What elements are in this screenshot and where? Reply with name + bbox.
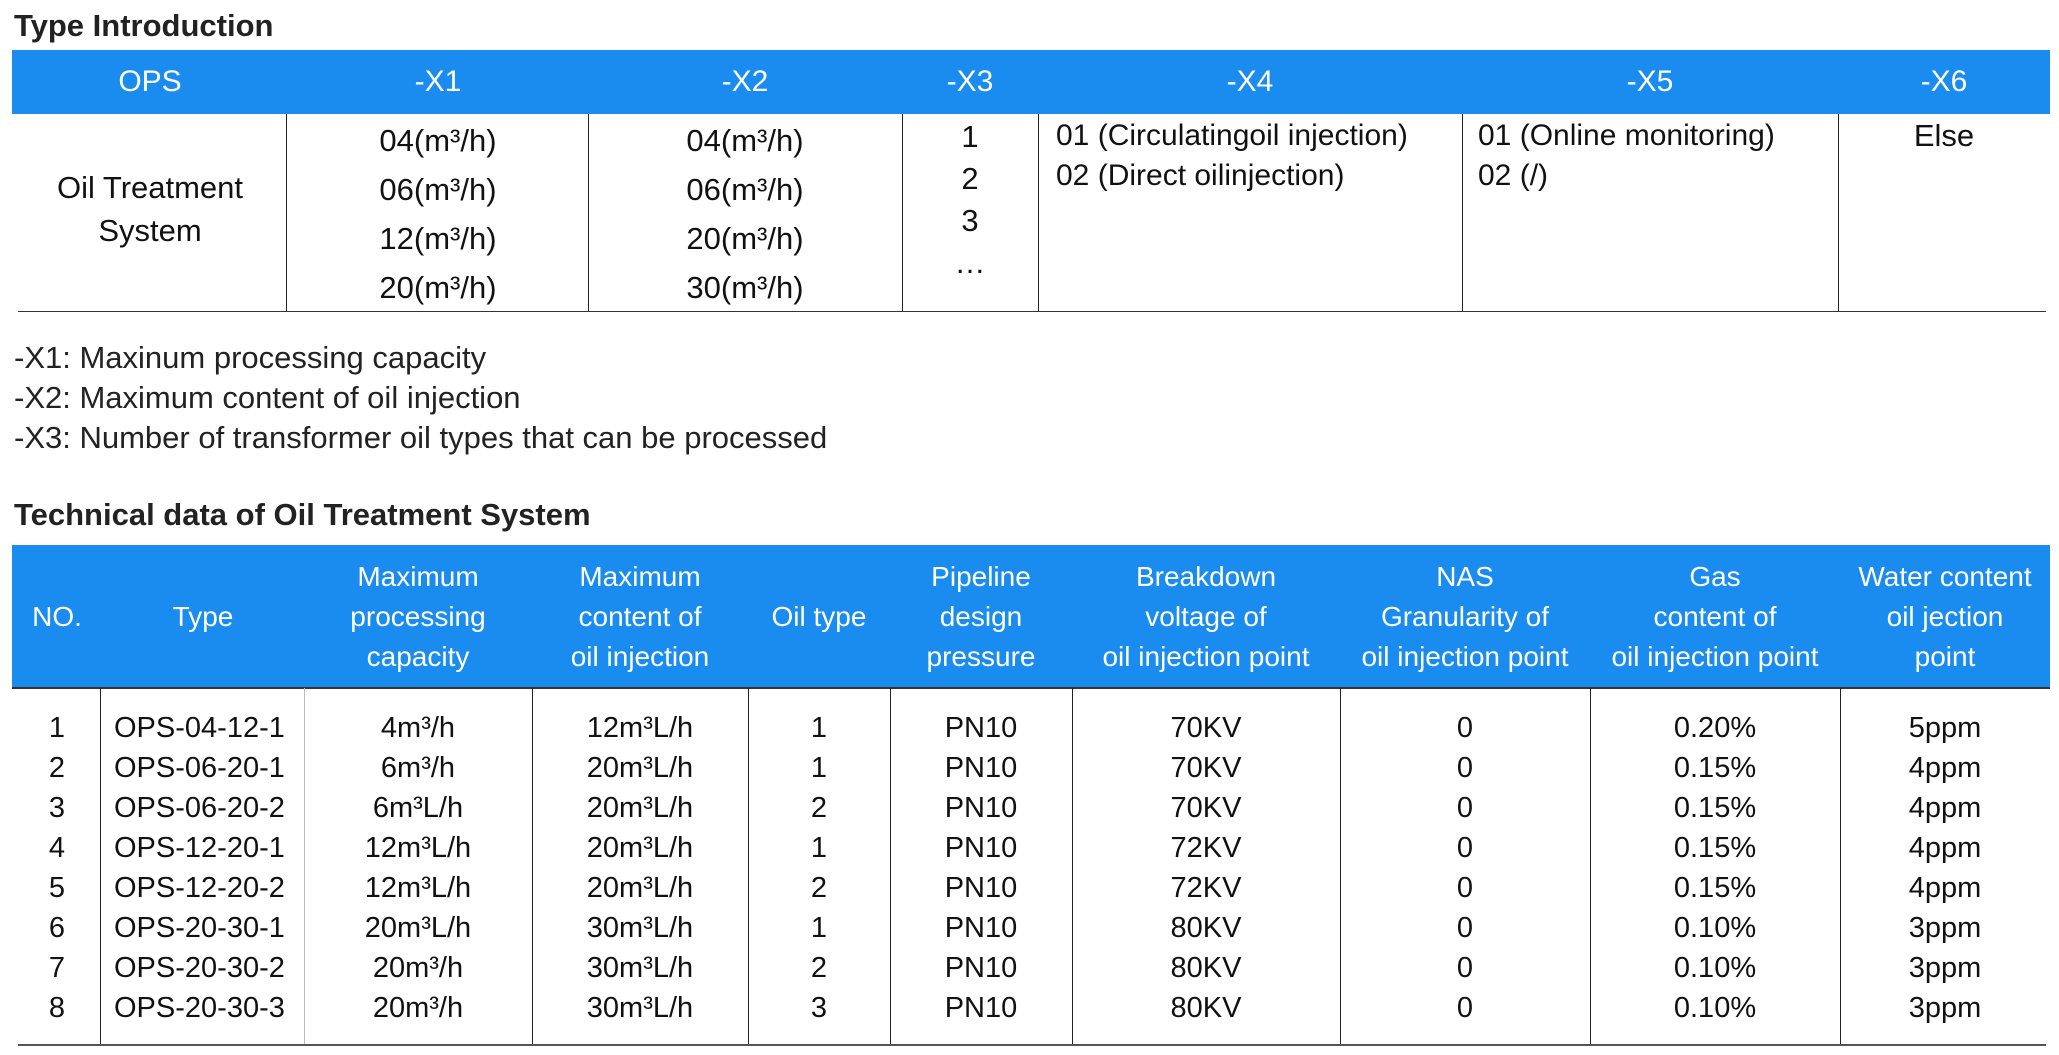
table-cell: 3 [810,992,828,1024]
tech-col-header-line: NAS [1436,560,1494,592]
table-cell: 0.10% [1673,912,1757,944]
table-cell: PN10 [944,792,1018,824]
type-intro-ops-cell [12,166,288,252]
table-cell: 80KV [1170,992,1242,1024]
tech-col-header-line: oil injection point [1102,640,1310,672]
table-cell: 70KV [1170,792,1242,824]
table-cell: PN10 [944,912,1018,944]
tech-col-header-line: Pipeline [931,560,1031,592]
table-cell: 1 [810,752,828,784]
x4-option: 02 (Direct oilinjection) [1056,159,1345,192]
tech-col-header [304,545,532,688]
table-cell: 0 [1456,832,1474,864]
x1-value: 12(m³/h) [379,221,497,256]
tech-col-header-line: point [1914,640,1976,672]
table-cell: 72KV [1170,872,1242,904]
table-cell: 0 [1456,912,1474,944]
table-cell: 0.10% [1673,992,1757,1024]
table-cell: 4ppm [1908,832,1982,864]
table-cell: 2 [810,872,828,904]
table-cell: 1 [48,712,66,744]
table-cell: 20m³L/h [586,832,694,864]
tech-col-header [532,545,748,688]
type-intro-divider [1462,114,1463,312]
table-cell: PN10 [944,832,1018,864]
table-cell: 6m³L/h [372,792,464,824]
tech-col-header-line: capacity [366,640,470,672]
type-intro-x6-cell: Else [1913,118,1975,153]
table-cell: 1 [810,832,828,864]
tech-col-header [1590,545,1840,688]
table-cell: 70KV [1170,712,1242,744]
table-cell: 20m³/h [372,952,464,984]
type-intro-header-x6: -X6 [1920,65,1968,98]
table-cell: 0.15% [1673,752,1757,784]
type-intro-header-ops: OPS [118,65,182,98]
type-intro-x3-cell [902,116,1038,284]
note-x3: -X3: Number of transformer oil types that can be processed [14,420,828,455]
type-intro-x4-cell [1056,116,1456,196]
table-cell: 3 [48,792,66,824]
table-cell: 30m³L/h [586,992,694,1024]
table-cell: OPS-06-20-1 [114,752,285,784]
tech-col-header-line: pressure [926,640,1036,672]
type-intro-divider [1038,114,1039,312]
table-cell: 2 [810,952,828,984]
tech-col-header-line: content of [578,600,702,632]
type-intro-header-x1: -X1 [414,65,462,98]
ops-line: Oil Treatment [56,170,244,205]
table-cell: 3ppm [1908,992,1982,1024]
table-cell: 0 [1456,992,1474,1024]
tech-col-header [102,545,304,688]
table-cell: 4 [48,832,66,864]
tech-col-header-line: Maximum [357,560,479,592]
tech-col-header-line: Maximum [579,560,701,592]
table-cell: 4ppm [1908,872,1982,904]
x5-option: 01 (Online monitoring) [1478,119,1775,152]
type-intro-x1-cell [288,116,588,312]
tech-col-header-line: processing [350,600,486,632]
type-intro-header-x2: -X2 [721,65,769,98]
table-cell: 0 [1456,792,1474,824]
table-cell: 12m³L/h [364,872,472,904]
type-intro-header-x5: -X5 [1626,65,1674,98]
table-cell: 5ppm [1908,712,1982,744]
x3-value: 1 [961,119,979,154]
table-cell: 0.15% [1673,792,1757,824]
tech-col-header [12,545,102,688]
x3-value: 3 [961,203,979,238]
table-cell: 1 [810,912,828,944]
tech-col-header [890,545,1072,688]
x3-value: 2 [961,161,979,196]
table-cell: 20m³L/h [586,752,694,784]
table-cell: 80KV [1170,952,1242,984]
table-cell: PN10 [944,752,1018,784]
table-cell: 20m³L/h [586,872,694,904]
table-cell: 6m³/h [380,752,456,784]
tech-col-header-line: oil jection [1886,600,2004,632]
x2-value: 04(m³/h) [686,123,804,158]
type-intro-header-x3: -X3 [946,65,994,98]
table-cell: 0.20% [1673,712,1757,744]
table-cell: PN10 [944,872,1018,904]
note-x1: -X1: Maxinum processing capacity [14,340,487,375]
table-cell: OPS-20-30-1 [114,912,285,944]
tech-col-header-line: Granularity of [1380,600,1550,632]
table-cell: PN10 [944,952,1018,984]
x1-value: 04(m³/h) [379,123,497,158]
table-cell: 7 [48,952,66,984]
tech-col-header-line: voltage of [1145,600,1267,632]
tech-col-header-line: NO. [32,600,82,632]
tech-col-header-line: oil injection [570,640,710,672]
x2-value: 30(m³/h) [686,270,804,305]
table-cell: 0.15% [1673,872,1757,904]
table-cell: 4ppm [1908,752,1982,784]
tech-col-header-line: Type [172,600,234,632]
table-cell: 0 [1456,712,1474,744]
x5-option: 02 (/) [1478,159,1549,192]
table-cell: OPS-20-30-2 [114,952,285,984]
table-cell: 2 [48,752,66,784]
table-cell: 0.10% [1673,952,1757,984]
tech-col-header-line: Oil type [771,600,867,632]
tech-col-header-line: content of [1653,600,1777,632]
x1-value: 20(m³/h) [379,270,497,305]
table-cell: 20m³L/h [586,792,694,824]
table-cell: 4m³/h [380,712,456,744]
tech-col-header [1840,545,2050,688]
table-cell: PN10 [944,992,1018,1024]
tech-col-header-line: Breakdown [1135,560,1277,592]
table-cell: 0.15% [1673,832,1757,864]
table-cell: 3ppm [1908,912,1982,944]
table-cell: 0 [1456,952,1474,984]
type-intro-header-x4: -X4 [1226,65,1274,98]
ops-line: System [98,213,202,248]
tech-col-header-line: Water content [1858,560,2032,592]
type-intro-x5-cell [1478,116,1838,196]
tech-header-underline [12,687,2050,689]
table-cell: 5 [48,872,66,904]
note-x2: -X2: Maximum content of oil injection [14,380,521,415]
tech-col-header-line: design [939,600,1023,632]
tech-data-title: Technical data of Oil Treatment System [14,497,591,532]
x2-value: 06(m³/h) [686,172,804,207]
table-cell: 1 [810,712,828,744]
tech-col-header [1340,545,1590,688]
table-cell: 30m³L/h [586,952,694,984]
x1-value: 06(m³/h) [379,172,497,207]
table-cell: 72KV [1170,832,1242,864]
x4-option: 01 (Circulatingoil injection) [1056,119,1408,152]
type-intro-title: Type Introduction [14,8,274,43]
table-cell: 20m³/h [372,992,464,1024]
tech-col-header-line: oil injection point [1361,640,1569,672]
table-cell: 12m³L/h [364,832,472,864]
table-cell: 8 [48,992,66,1024]
tech-col-header [748,545,890,688]
table-cell: PN10 [944,712,1018,744]
type-intro-x2-cell [588,116,902,312]
table-cell: OPS-20-30-3 [114,992,285,1024]
table-cell: OPS-04-12-1 [114,712,285,744]
x2-value: 20(m³/h) [686,221,804,256]
table-cell: 20m³L/h [364,912,472,944]
table-cell: 12m³L/h [586,712,694,744]
table-cell: 3ppm [1908,952,1982,984]
table-cell: OPS-06-20-2 [114,792,285,824]
x3-value: … [954,245,986,280]
table-cell: 80KV [1170,912,1242,944]
tech-bottom-rule [18,1044,2046,1046]
table-cell: 0 [1456,752,1474,784]
table-cell: 2 [810,792,828,824]
table-cell: 4ppm [1908,792,1982,824]
tech-col-header-line: Gas [1689,560,1741,592]
table-cell: OPS-12-20-1 [114,832,285,864]
table-cell: 70KV [1170,752,1242,784]
table-cell: 6 [48,912,66,944]
table-cell: 0 [1456,872,1474,904]
table-cell: 30m³L/h [586,912,694,944]
tech-col-header [1072,545,1340,688]
table-cell: OPS-12-20-2 [114,872,285,904]
tech-col-header-line: oil injection point [1611,640,1819,672]
